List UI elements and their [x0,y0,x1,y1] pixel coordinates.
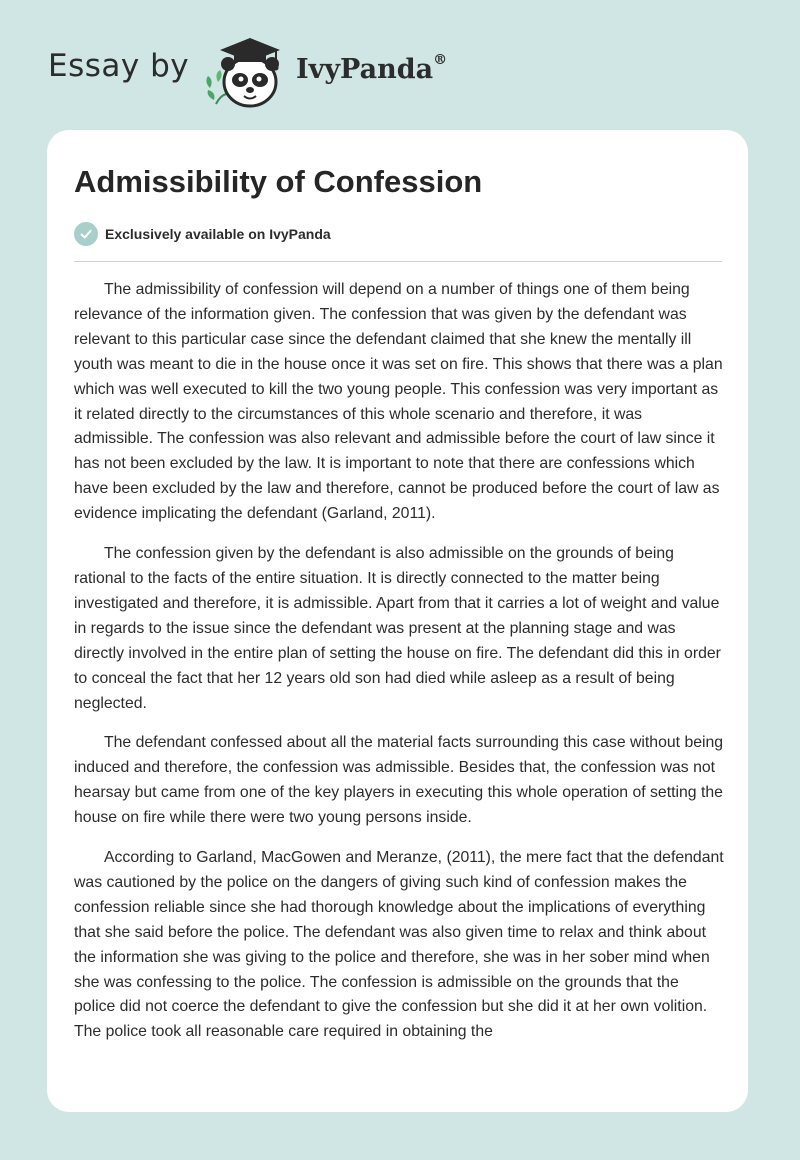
brand-text: IvyPanda [296,54,434,85]
article-body [74,278,724,1060]
check-icon [74,222,98,246]
brand-name[interactable] [296,54,447,85]
paragraph: The confession given by the defendant is also admissible on the grounds of being rational to the facts of the entire situation. It is directly connected to the matter being investigated and therefore, it is admissible. Apart from that it carries a lot of weight and value in regards to the issue since the defendant was present at the planning stage and was directly involved in the entire plan of setting the house on fire. The defendant did this in order to conceal the fact that her 12 years old son had died while asleep as a result of being neglected. [74,545,721,712]
registered-mark: ® [433,52,448,68]
divider [74,261,722,262]
site-header [48,30,548,110]
exclusive-label: Exclusively available on IvyPanda [105,226,331,242]
article-card [47,130,748,1112]
paragraph: According to Garland, MacGowen and Meranze, (2011), the mere fact that the defendant was cautioned by the police on the dangers of giving such kind of confession makes the confession reliable since she had thorough knowledge about the implications of everything that she said before the police. The defendant was also given time to relax and think about the information she was giving to the police and therefore, she was in her sober mind when she was confessing to the police. The confession is admissible on the grounds that the police did not coerce the defendant to give the confession but she did it at her own volition. The police took all reasonable care required in obtaining the [74,849,724,1041]
exclusive-badge [74,222,331,246]
panda-graduate-icon[interactable] [202,30,292,110]
page-title: Admissibility of Confession [74,164,483,199]
paragraph: The defendant confessed about all the material facts surrounding this case without being induced and therefore, the confession was admissible. Besides that, the confession was not hearsay but came from one of the key players in executing this whole operation of setting the house on fire while there were two young persons inside. [74,734,724,827]
essay-by-label: Essay by [48,48,190,84]
paragraph: The admissibility of confession will depend on a number of things one of them being relevance of the information given. The confession that was given by the defendant was relevant to this particular case since the defendant claimed that she knew the mentally ill youth was meant to die in the house once it was set on fire. This shows that there was a plan which was well executed to kill the two young people. This confession was very important as it related directly to the circumstances of this whole scenario and therefore, it was admissible. The confession was also relevant and admissible before the court of law since it has not been excluded by the law. It is important to note that there are confessions which have been excluded by the law and therefore, cannot be produced before the court of law as evidence implicating the defendant (Garland, 2011). [74,281,723,523]
